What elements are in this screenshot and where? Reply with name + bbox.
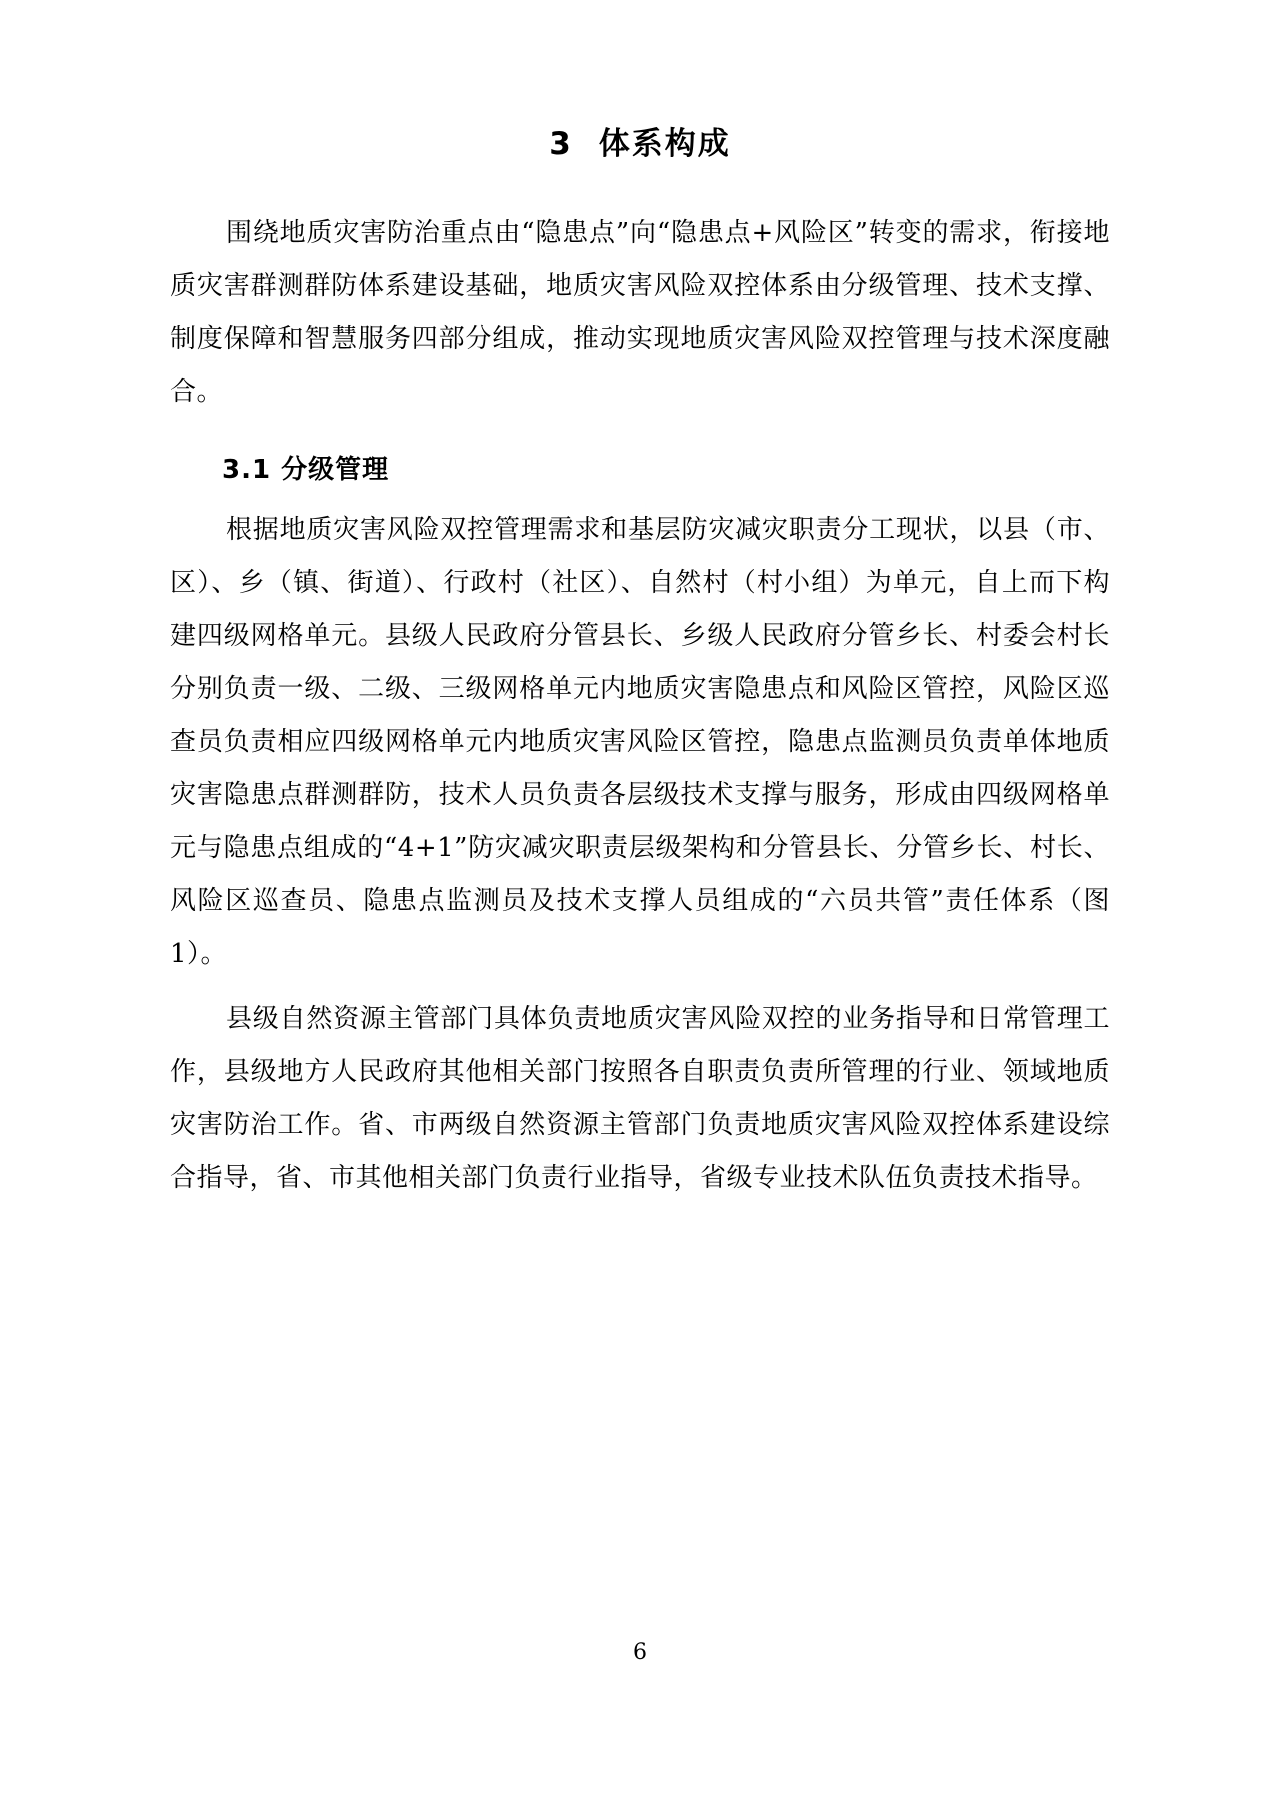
- subsection-heading: 3.1 分级管理: [222, 455, 390, 485]
- page-content: [170, 118, 1110, 1217]
- section-heading: [170, 118, 1110, 163]
- section-title: 体系构成: [598, 126, 731, 162]
- paragraph-intro: 围绕地质灾害防治重点由“隐患点”向“隐患点+风险区”转变的需求，衔接地质灾害群测群防体系建设基础，地质灾害风险双控体系由分级管理、技术支撑、制度保障和智慧服务四部分组成，推动实现地质灾害风险双控管理与技术深度融合。: [170, 218, 1110, 407]
- section-number: 3: [549, 126, 573, 162]
- page-number: 6: [633, 1640, 647, 1665]
- paragraph-grid-management: 根据地质灾害风险双控管理需求和基层防灾减灾职责分工现状，以县（市、区）、乡（镇、街道）、行政村（社区）、自然村（村小组）为单元，自上而下构建四级网格单元。县级人民政府分管县长、乡级人民政府分管乡长、村委会村长分别负责一级、二级、三级网格单元内地质灾害隐患点和风险区管控，风险区巡查员负责相应四级网格单元内地质灾害风险区管控，隐患点监测员负责单体地质灾害隐患点群测群防，技术人员负责各层级技术支撑与服务，形成由四级网格单元与隐患点组成的“4+1”防灾减灾职责层级架构和分管县长、分管乡长、村长、风险区巡查员、隐患点监测员及技术支撑人员组成的“六员共管”责任体系（图 1）。: [170, 515, 1110, 969]
- paragraph-department-duties: 县级自然资源主管部门具体负责地质灾害风险双控的业务指导和日常管理工作，县级地方人民政府其他相关部门按照各自职责负责所管理的行业、领域地质灾害防治工作。省、市两级自然资源主管部门负责地质灾害风险双控体系建设综合指导，省、市其他相关部门负责行业指导，省级专业技术队伍负责技术指导。: [170, 1004, 1110, 1193]
